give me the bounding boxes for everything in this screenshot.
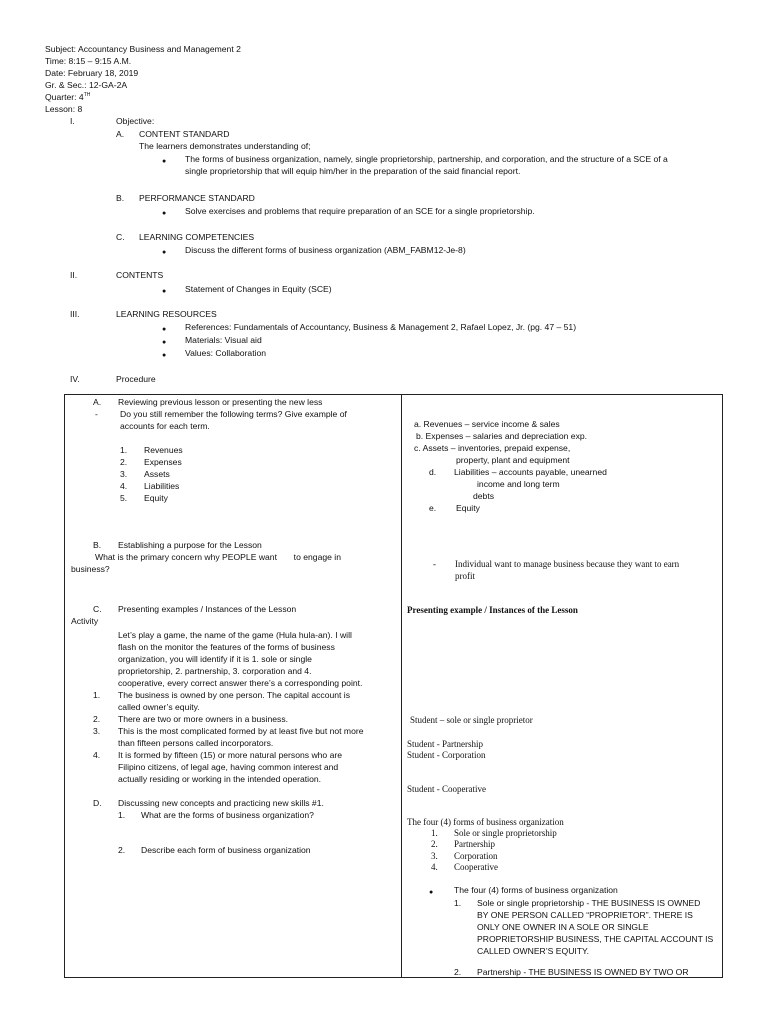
answer-line: a. Revenues – service income & sales (414, 419, 560, 429)
answer-line-cont: debts (473, 491, 495, 501)
section-number: IV. (70, 374, 80, 384)
feature-item: This is the most complicated formed by at least five but not more (118, 726, 364, 736)
feature-item-cont: Filipino citizens, of legal age, having common interest and (118, 762, 339, 772)
objective-heading: Objective: (116, 116, 155, 126)
step-letter: A. (93, 397, 102, 407)
activity-text: proprietorship, 2. partnership, 3. corporation and 4. (118, 666, 312, 676)
review-question: Do you still remember the following terms? Give example of (120, 409, 347, 419)
content-standard-heading: CONTENT STANDARD (139, 129, 230, 139)
values-bullet: Values: Collaboration (185, 348, 267, 358)
form-number: 2. (454, 967, 462, 977)
activity-text: flash on the monitor the features of the forms of business (118, 642, 335, 652)
form-number: 1. (431, 828, 438, 838)
term-number: 1. (120, 445, 128, 455)
feature-item-cont: than fifteen persons called incorporators. (118, 738, 274, 748)
term-item: Assets (144, 469, 170, 479)
student-answer: Student - Partnership (407, 739, 483, 749)
feature-item-cont: called owner’s equity. (118, 702, 200, 712)
forms-bullet-heading: The four (4) forms of business organization (454, 885, 618, 895)
bullet (162, 155, 166, 166)
student-answer: Student - Corporation (407, 750, 486, 760)
term-number: 5. (120, 493, 128, 503)
sub-letter: B. (116, 193, 125, 203)
step-letter: D. (93, 798, 102, 808)
learning-competencies-heading: LEARNING COMPETENCIES (139, 232, 255, 242)
activity-label: Activity (71, 616, 99, 626)
time-line: Time: 8:15 – 9:15 A.M. (45, 56, 132, 66)
performance-standard-heading: PERFORMANCE STANDARD (139, 193, 255, 203)
sub-letter: C. (116, 232, 125, 242)
answer-letter: e. (429, 503, 437, 513)
term-item: Liabilities (144, 481, 180, 491)
procedure-table (64, 394, 723, 978)
form-item: Cooperative (454, 862, 498, 872)
feature-item: It is formed by fifteen (15) or more natural persons who are (118, 750, 343, 760)
quarter-line: Quarter: 4TH (45, 92, 91, 102)
materials-bullet: Materials: Visual aid (185, 335, 262, 345)
learning-competencies-bullet: Discuss the different forms of business organization (ABM_FABM12-Je-8) (185, 245, 466, 255)
item-number: 1. (93, 690, 101, 700)
form-item: Corporation (454, 851, 498, 861)
term-item: Expenses (144, 457, 182, 467)
date-line: Date: February 18, 2019 (45, 68, 139, 78)
purpose-question-cont: business? (71, 564, 110, 574)
term-number: 2. (120, 457, 128, 467)
purpose-answer: Individual want to manage business because they want to earn (455, 559, 680, 569)
activity-text: Let’s play a game, the name of the game (Hula hula-an). I will (118, 630, 352, 640)
section-number: I. (70, 116, 75, 126)
step-letter: B. (93, 540, 102, 550)
activity-text: organization, you will identify if it is 1. sole or single (118, 654, 312, 664)
content-standard-bullet: The forms of business organization, namely, single proprietorship, partnership, and corporation, and the structure of a SCE of a (185, 154, 668, 164)
item-number: 3. (93, 726, 101, 736)
form-item: Partnership (454, 839, 495, 849)
lesson-line: Lesson: 8 (45, 104, 83, 114)
student-answer: Student - Cooperative (407, 784, 486, 794)
dash: - (95, 409, 98, 419)
item-number: 4. (93, 750, 101, 760)
form-number: 3. (431, 851, 438, 861)
term-item: Revenues (144, 445, 183, 455)
item-number: 2. (118, 845, 126, 855)
examples-heading: Presenting examples / Instances of the Lesson (118, 604, 297, 614)
bullet (162, 323, 166, 334)
student-answer: Student – sole or single proprietor (410, 715, 533, 725)
sub-letter: A. (116, 129, 125, 139)
bullet (162, 207, 166, 218)
bullet (162, 285, 166, 296)
content-standard-text: The learners demonstrates understanding of; (139, 141, 311, 151)
purpose-answer-cont: profit (455, 571, 475, 581)
references-bullet: References: Fundamentals of Accountancy, Business & Management 2, Rafael Lopez, Jr. (pg. 47 – 51) (185, 322, 577, 332)
examples-heading-right: Presenting example / Instances of the Lesson (407, 605, 578, 615)
term-item: Equity (144, 493, 168, 503)
contents-heading: CONTENTS (116, 270, 164, 280)
discussion-question: What are the forms of business organization? (141, 810, 314, 820)
grade-section-line: Gr. & Sec.: 12-GA-2A (45, 80, 128, 90)
feature-item-cont: actually residing or working in the intended operation. (118, 774, 322, 784)
subject-line: Subject: Accountancy Business and Management 2 (45, 44, 241, 54)
feature-item: There are two or more owners in a business. (118, 714, 289, 724)
answer-line-cont: income and long term (477, 479, 560, 489)
form-number: 4. (431, 862, 438, 872)
answer-letter: d. (429, 467, 437, 477)
activity-text: cooperative, every correct answer there’s a corresponding point. (118, 678, 363, 688)
column-divider (401, 395, 402, 977)
answer-line: Liabilities – accounts payable, unearned (454, 467, 607, 477)
form-description-cont: BY ONE PERSON CALLED “PROPRIETOR”. THERE IS (477, 910, 693, 920)
answer-line: c. Assets – inventories, prepaid expense, (414, 443, 571, 453)
forms-heading: The four (4) forms of business organization (407, 817, 564, 827)
form-description-cont: CALLED OWNER’S EQUITY. (477, 946, 590, 956)
bullet (429, 886, 433, 897)
section-number: III. (70, 309, 80, 319)
form-description: Sole or single proprietorship - THE BUSINESS IS OWNED (477, 898, 701, 908)
purpose-question: What is the primary concern why PEOPLE want to engage in (95, 552, 341, 562)
step-letter: C. (93, 604, 102, 614)
purpose-heading: Establishing a purpose for the Lesson (118, 540, 262, 550)
dash: - (433, 559, 436, 569)
learning-resources-heading: LEARNING RESOURCES (116, 309, 217, 319)
procedure-heading: Procedure (116, 374, 156, 384)
item-number: 1. (118, 810, 126, 820)
bullet (162, 349, 166, 360)
item-number: 2. (93, 714, 101, 724)
form-description: Partnership - THE BUSINESS IS OWNED BY TWO OR (477, 967, 689, 977)
contents-bullet: Statement of Changes in Equity (SCE) (185, 284, 332, 294)
answer-line-cont: property, plant and equipment (456, 455, 570, 465)
answer-line: Equity (456, 503, 480, 513)
performance-standard-bullet: Solve exercises and problems that require preparation of an SCE for a single proprietorship. (185, 206, 535, 216)
answer-line: b. Expenses – salaries and depreciation exp. (416, 431, 588, 441)
bullet (162, 336, 166, 347)
content-standard-bullet-cont: single proprietorship that will equip him/her in the preparation of the said financial report. (185, 166, 521, 176)
feature-item: The business is owned by one person. The capital account is (118, 690, 351, 700)
review-question-cont: accounts for each term. (120, 421, 210, 431)
form-item: Sole or single proprietorship (454, 828, 557, 838)
form-number: 1. (454, 898, 462, 908)
form-description-cont: ONLY ONE OWNER IN A SOLE OR SINGLE (477, 922, 649, 932)
discussion-question: Describe each form of business organization (141, 845, 311, 855)
form-number: 2. (431, 839, 438, 849)
bullet (162, 246, 166, 257)
form-description-cont: PROPRIETORSHIP BUSINESS, THE CAPITAL ACCOUNT IS (477, 934, 714, 944)
review-heading: Reviewing previous lesson or presenting the new less (118, 397, 323, 407)
section-number: II. (70, 270, 78, 280)
discussion-heading: Discussing new concepts and practicing new skills #1. (118, 798, 324, 808)
term-number: 3. (120, 469, 128, 479)
term-number: 4. (120, 481, 128, 491)
